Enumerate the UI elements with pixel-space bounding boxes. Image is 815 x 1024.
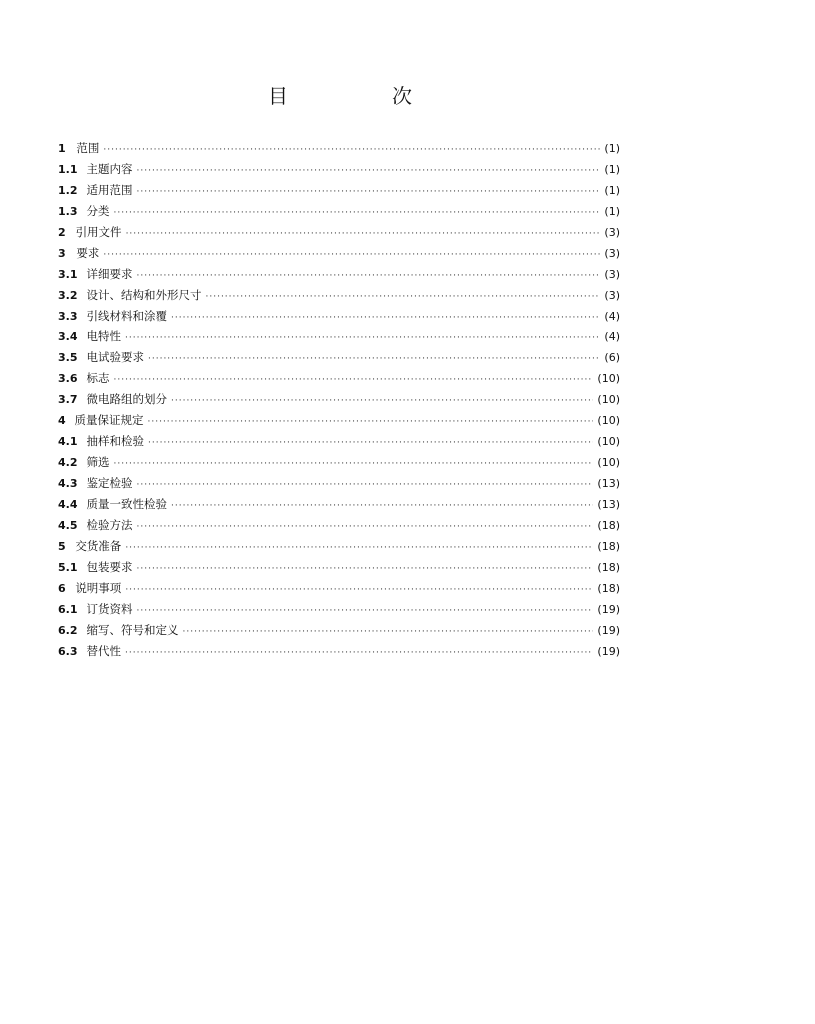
toc-leader-dots [171,496,593,517]
toc-entry-page: (13) [597,497,620,511]
toc-entry-page: (4) [604,309,620,323]
toc-entry-label: 抽样和检验 [86,434,144,449]
toc-entry-label: 筛选 [86,455,110,470]
toc-leader-dots [137,517,594,538]
table-of-contents [58,138,620,661]
toc-entry-label: 电试验要求 [86,350,144,365]
toc-entry-label: 范围 [76,141,100,155]
toc-entry[interactable] [58,180,620,201]
toc-entry[interactable] [58,264,620,285]
toc-entry-page: (1) [604,142,620,155]
toc-leader-dots [137,559,594,580]
toc-entry-page: (10) [597,372,620,386]
toc-entry-page: (3) [604,267,620,281]
toc-entry-label: 包装要求 [86,559,133,574]
toc-entry-page: (10) [597,435,620,449]
toc-leader-dots [183,622,594,643]
toc-entry-page: (1) [604,183,620,197]
toc-entry-page: (18) [597,581,620,595]
toc-entry-label: 引用文件 [75,224,122,239]
toc-entry[interactable] [58,431,620,452]
toc-entry-page: (13) [597,477,620,490]
toc-leader-dots [148,349,600,370]
toc-entry[interactable] [58,578,620,599]
toc-entry[interactable] [58,557,620,578]
toc-leader-dots [114,203,601,224]
toc-entry-number: 1.1 [58,162,78,176]
toc-entry-number: 4.5 [58,518,78,532]
toc-leader-dots [114,454,594,475]
toc-entry-label: 标志 [86,371,110,386]
toc-entry-label: 适用范围 [86,182,133,197]
toc-entry[interactable] [58,389,620,410]
toc-leader-dots [125,643,593,664]
toc-leader-dots [125,538,593,559]
toc-entry-page: (1) [604,204,620,218]
toc-entry-page: (18) [597,518,620,532]
toc-entry-label: 替代性 [86,643,121,658]
toc-entry-page: (3) [604,246,620,260]
toc-leader-dots [206,287,601,308]
toc-entry-number: 3.4 [58,330,78,344]
toc-entry-number: 3.5 [58,351,78,365]
toc-entry-label: 质量一致性检验 [86,496,167,511]
toc-entry-page: (4) [604,330,620,344]
toc-entry[interactable] [58,306,620,327]
toc-entry[interactable] [58,285,620,306]
toc-entry-page: (10) [597,456,620,470]
toc-entry[interactable] [58,641,620,662]
toc-entry-number: 3 [58,246,66,260]
toc-entry-number: 3.2 [58,288,78,302]
toc-entry-label: 检验方法 [86,517,133,532]
toc-entry-number: 1 [58,142,66,155]
toc-entry[interactable] [58,326,620,347]
toc-leader-dots [114,370,594,391]
toc-entry-number: 4.1 [58,435,78,449]
toc-entry-page: (10) [597,414,620,428]
toc-leader-dots [137,182,601,203]
toc-entry-number: 5.1 [58,560,78,574]
toc-entry-label: 电特性 [86,329,121,344]
toc-entry-number: 2 [58,225,66,239]
toc-entry-number: 4.2 [58,456,78,470]
toc-entry-number: 3.7 [58,393,78,407]
toc-entry-number: 3.6 [58,372,78,386]
toc-entry-page: (1) [604,162,620,176]
toc-entry-number: 6 [58,581,66,595]
toc-entry-number: 6.2 [58,623,78,637]
toc-leader-dots [137,601,594,622]
toc-leader-dots [137,266,601,287]
toc-entry[interactable] [58,494,620,515]
toc-entry-label: 缩写、符号和定义 [86,622,179,637]
toc-entry-label: 要求 [76,245,100,260]
toc-leader-dots [171,308,600,329]
toc-entry[interactable] [58,368,620,389]
toc-leader-dots [148,412,594,433]
toc-entry-number: 4.3 [58,477,78,490]
toc-leader-dots [148,433,593,454]
toc-entry-page: (10) [597,393,620,407]
toc-entry-page: (18) [597,539,620,553]
toc-entry-number: 6.1 [58,602,78,616]
toc-entry[interactable] [58,515,620,536]
toc-entry-number: 5 [58,539,66,553]
toc-entry-page: (3) [604,225,620,239]
toc-entry-label: 交货准备 [75,538,122,553]
toc-entry[interactable] [58,243,620,264]
toc-leader-dots [103,245,600,266]
toc-entry-number: 3.3 [58,309,78,323]
toc-entry-page: (19) [597,644,620,658]
toc-entry-label: 微电路组的划分 [86,392,167,407]
toc-entry[interactable] [58,452,620,473]
toc-entry-label: 引线材料和涂覆 [86,308,167,323]
toc-entry[interactable] [58,599,620,620]
toc-entry-label: 说明事项 [75,580,122,595]
toc-entry[interactable] [58,222,620,243]
toc-entry-number: 1.3 [58,204,78,218]
toc-entry-label: 鉴定检验 [86,476,133,490]
toc-leader-dots [137,475,594,496]
toc-entry[interactable] [58,347,620,368]
toc-entry[interactable] [58,620,620,641]
toc-entry-label: 设计、结构和外形尺寸 [86,287,202,302]
toc-leader-dots [137,161,601,182]
toc-entry[interactable] [58,473,620,494]
toc-entry-number: 3.1 [58,267,78,281]
toc-entry[interactable] [58,410,620,431]
toc-entry-number: 6.3 [58,644,78,658]
toc-entry-number: 4 [58,414,66,428]
toc-entry-page: (3) [604,288,620,302]
toc-leader-dots [125,580,593,601]
toc-entry-page: (6) [604,351,620,365]
toc-entry-number: 1.2 [58,183,78,197]
toc-entry[interactable] [58,536,620,557]
toc-entry[interactable] [58,201,620,222]
toc-leader-dots [126,224,601,245]
toc-entry[interactable] [58,138,620,159]
toc-entry-number: 4.4 [58,497,78,511]
toc-entry-label: 详细要求 [86,266,133,281]
toc-entry-page: (19) [597,602,620,616]
toc-entry-page: (19) [597,623,620,637]
toc-entry-label: 分类 [86,203,110,218]
toc-entry-label: 质量保证规定 [74,413,144,428]
toc-entry[interactable] [58,159,620,180]
toc-leader-dots [125,328,600,349]
toc-leader-dots [171,391,593,412]
page-title: 目 次 [268,84,454,108]
toc-entry-label: 订货资料 [86,601,133,616]
toc-entry-label: 主题内容 [86,161,133,176]
toc-leader-dots [103,140,600,161]
toc-entry-page: (18) [597,560,620,574]
